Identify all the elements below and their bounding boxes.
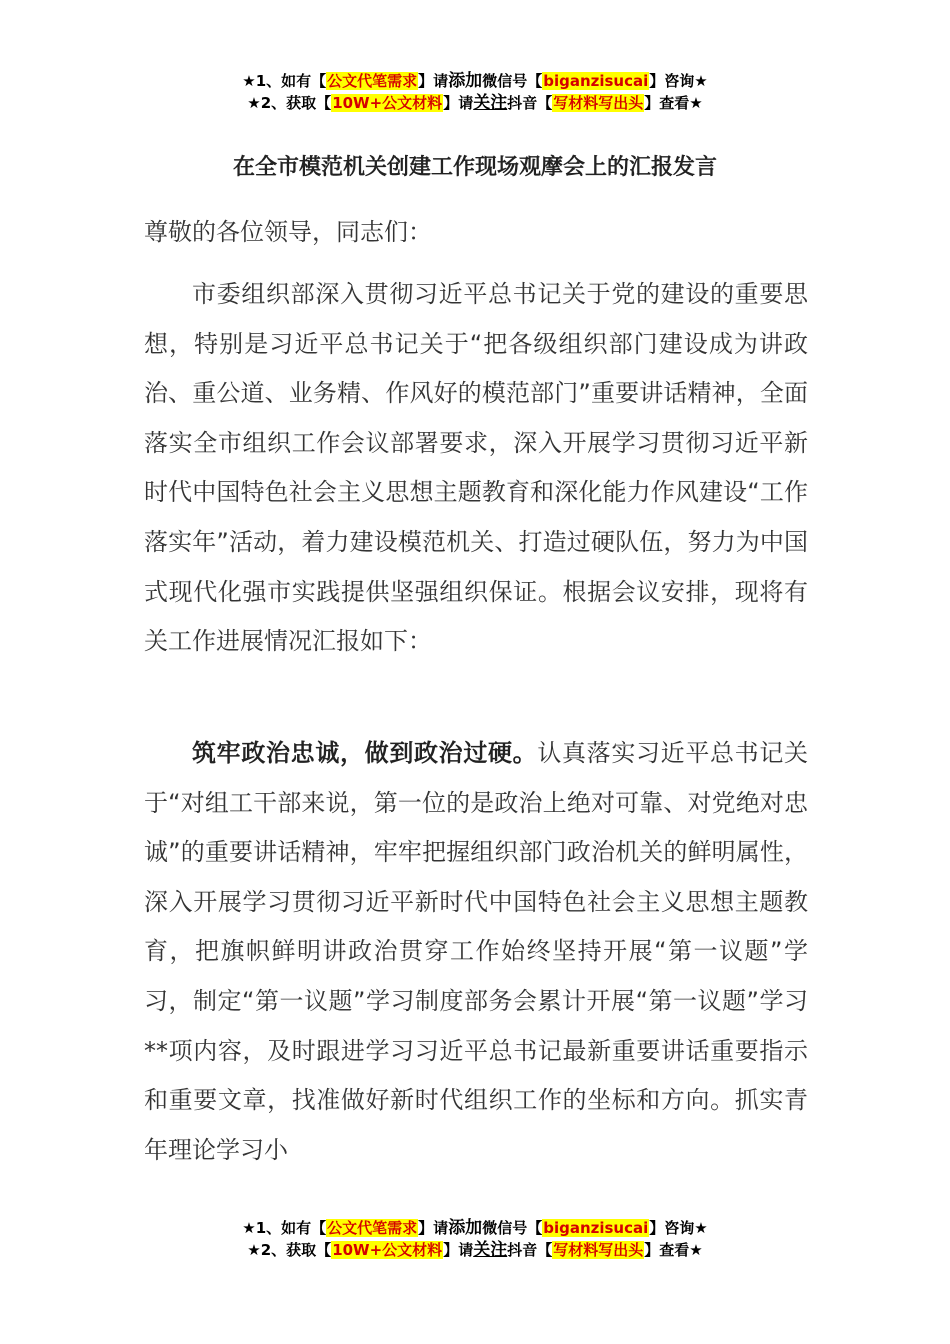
service-highlight: 公文代笔需求 bbox=[327, 1219, 418, 1237]
banner-text: ★1、如有【 bbox=[242, 72, 327, 90]
greeting: 尊敬的各位领导，同志们： bbox=[144, 218, 432, 246]
banner-text: 】查看★ bbox=[644, 1241, 703, 1259]
header-banner bbox=[0, 70, 950, 114]
document-title: 在全市模范机关创建工作现场观摩会上的汇报发言 bbox=[232, 155, 717, 180]
banner-text: 微信号【 bbox=[482, 1219, 543, 1237]
wechat-id-highlight: biganzisucai bbox=[543, 1219, 649, 1237]
banner-text: 】咨询★ bbox=[649, 72, 708, 90]
banner-text: ★1、如有【 bbox=[242, 1219, 327, 1237]
paragraph-2-lead: 筑牢政治忠诚，做到政治过硬。 bbox=[192, 739, 538, 767]
banner-text: 】请 bbox=[418, 72, 449, 90]
footer-banner bbox=[0, 1217, 950, 1261]
banner-text: 抖音【 bbox=[507, 1241, 553, 1259]
header-banner-line-1 bbox=[0, 70, 950, 92]
banner-text: 】请 bbox=[443, 94, 474, 112]
paragraph-1-block bbox=[144, 270, 808, 667]
follow-emphasis: 关注 bbox=[473, 1240, 508, 1260]
add-emphasis: 添加 bbox=[448, 71, 483, 91]
banner-text: 抖音【 bbox=[507, 94, 553, 112]
paragraph-2 bbox=[144, 729, 808, 1175]
paragraph-2-body: 认真落实习近平总书记关于“对组工干部来说，第一位的是政治上绝对可靠、对党绝对忠诚”的重要讲话精神，牢牢把握组织部门政治机关的鲜明属性，深入开展学习贯彻习近平新时代中国特色社会主义思想主题教育，把旗帜鲜明讲政治贯穿工作始终坚持开展“第一议题”学习，制定“第一议题”学习制度部务会累计开展“第一议题”学习**项内容，及时跟进学习习近平总书记最新重要讲话重要指示和重要文章，找准做好新时代组织工作的坐标和方向。抓实青年理论学习小 bbox=[144, 739, 809, 1164]
banner-text: 】请 bbox=[418, 1219, 449, 1237]
paragraph-2-block bbox=[144, 729, 808, 1175]
banner-text: 】查看★ bbox=[644, 94, 703, 112]
paragraph-1: 市委组织部深入贯彻习近平总书记关于党的建设的重要思想，特别是习近平总书记关于“把各级组织部门建设成为讲政治、重公道、业务精、作风好的模范部门”重要讲话精神，全面落实全市组织工作会议部署要求，深入开展学习贯彻习近平新时代中国特色社会主义思想主题教育和深化能力作风建设“工作落实年”活动，着力建设模范机关、打造过硬队伍，努力为中国式现代化强市实践提供坚强组织保证。根据会议安排，现将有关工作进展情况汇报如下： bbox=[144, 280, 808, 656]
banner-text: 】请 bbox=[443, 1241, 474, 1259]
follow-emphasis: 关注 bbox=[473, 93, 508, 113]
materials-highlight: 10W+公文材料 bbox=[332, 1241, 443, 1259]
banner-text: 微信号【 bbox=[482, 72, 543, 90]
footer-banner-line-1 bbox=[0, 1217, 950, 1239]
greeting-block bbox=[144, 208, 808, 258]
wechat-id-highlight: biganzisucai bbox=[543, 72, 649, 90]
douyin-id-highlight: 写材料写出头 bbox=[553, 1241, 644, 1259]
douyin-id-highlight: 写材料写出头 bbox=[553, 94, 644, 112]
banner-text: 】咨询★ bbox=[649, 1219, 708, 1237]
add-emphasis: 添加 bbox=[448, 1218, 483, 1238]
banner-text: ★2、获取【 bbox=[247, 1241, 332, 1259]
footer-banner-line-2 bbox=[0, 1239, 950, 1261]
banner-text: ★2、获取【 bbox=[247, 94, 332, 112]
materials-highlight: 10W+公文材料 bbox=[332, 94, 443, 112]
header-banner-line-2 bbox=[0, 92, 950, 114]
service-highlight: 公文代笔需求 bbox=[327, 72, 418, 90]
